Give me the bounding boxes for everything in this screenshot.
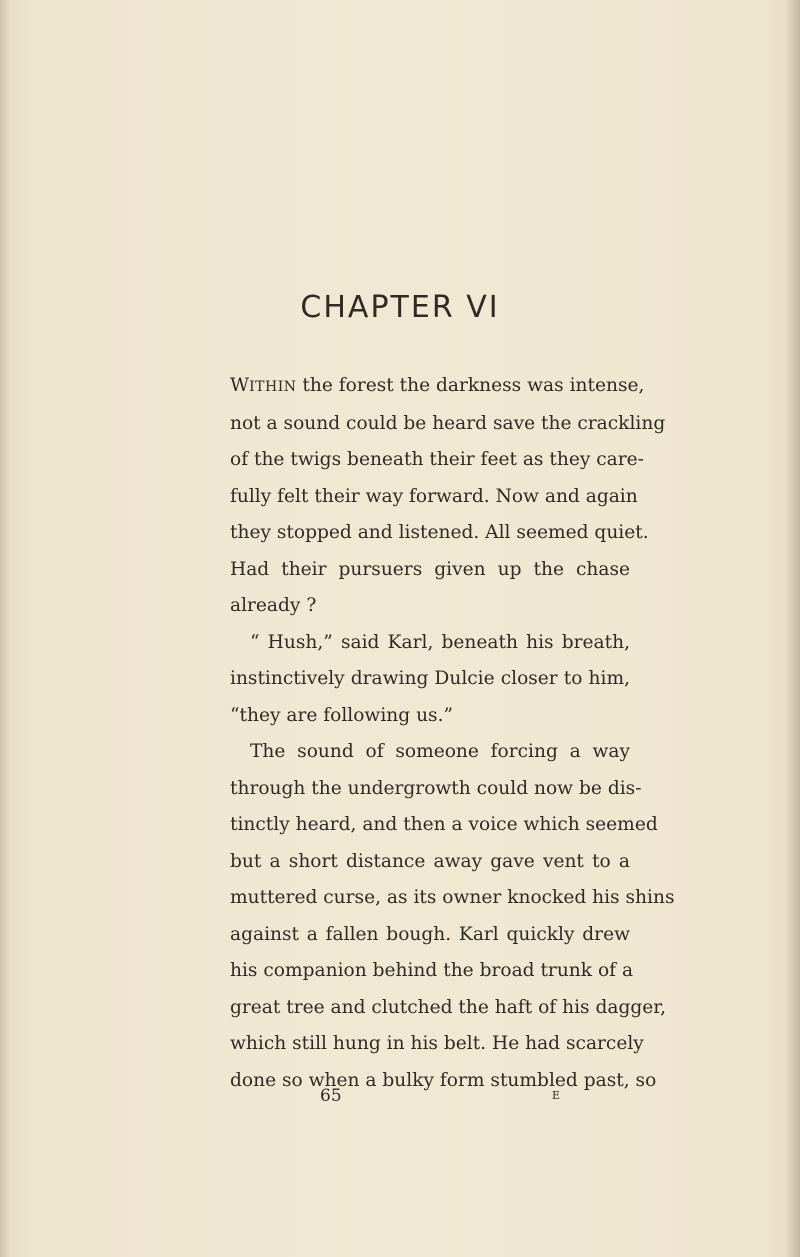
text-line: they stopped and listened. All seemed quiet.: [230, 522, 649, 543]
text-line: fully felt their way forward. Now and again: [230, 485, 638, 507]
text-line: not a sound could be heard save the crackling: [230, 412, 666, 434]
text-line: but a short distance away gave vent to a: [230, 850, 630, 872]
text-line: instinctively drawing Dulcie closer to him,: [230, 668, 630, 689]
signature-mark: E: [552, 1089, 562, 1102]
text-line: WITHIN the forest the darkness was intense,: [230, 375, 645, 396]
text-line: great tree and clutched the haft of his dagger,: [230, 996, 667, 1018]
text-line: through the undergrowth could now be dis-: [230, 777, 642, 799]
text-line: of the twigs beneath their feet as they care-: [230, 449, 644, 470]
text-line: already ?: [230, 595, 317, 616]
text-line: tinctly heard, and then a voice which seemed: [230, 814, 658, 835]
page-number: 65: [320, 1086, 342, 1106]
page-right-shadow: [786, 0, 800, 1257]
text-line: “ Hush,” said Karl, beneath his breath,: [250, 631, 630, 653]
text-line: muttered curse, as its owner knocked his shins: [230, 887, 675, 908]
text-line: The sound of someone forcing a way: [250, 741, 630, 762]
text-line: which still hung in his belt. He had scarcely: [230, 1033, 644, 1054]
page-left-shadow: [0, 0, 10, 1257]
opening-small-caps-word: WITHIN: [230, 375, 297, 396]
text-line: “they are following us.”: [230, 704, 454, 726]
text-line: done so when a bulky form stumbled past, so: [230, 1069, 657, 1091]
text-line: his companion behind the broad trunk of a: [230, 960, 634, 981]
text-line: against a fallen bough. Karl quickly drew: [230, 923, 630, 945]
chapter-body-text: [230, 368, 675, 1099]
chapter-heading: CHAPTER VI: [300, 290, 500, 325]
text-line: Had their pursuers given up the chase: [230, 558, 630, 580]
page-footer: [230, 1086, 630, 1116]
